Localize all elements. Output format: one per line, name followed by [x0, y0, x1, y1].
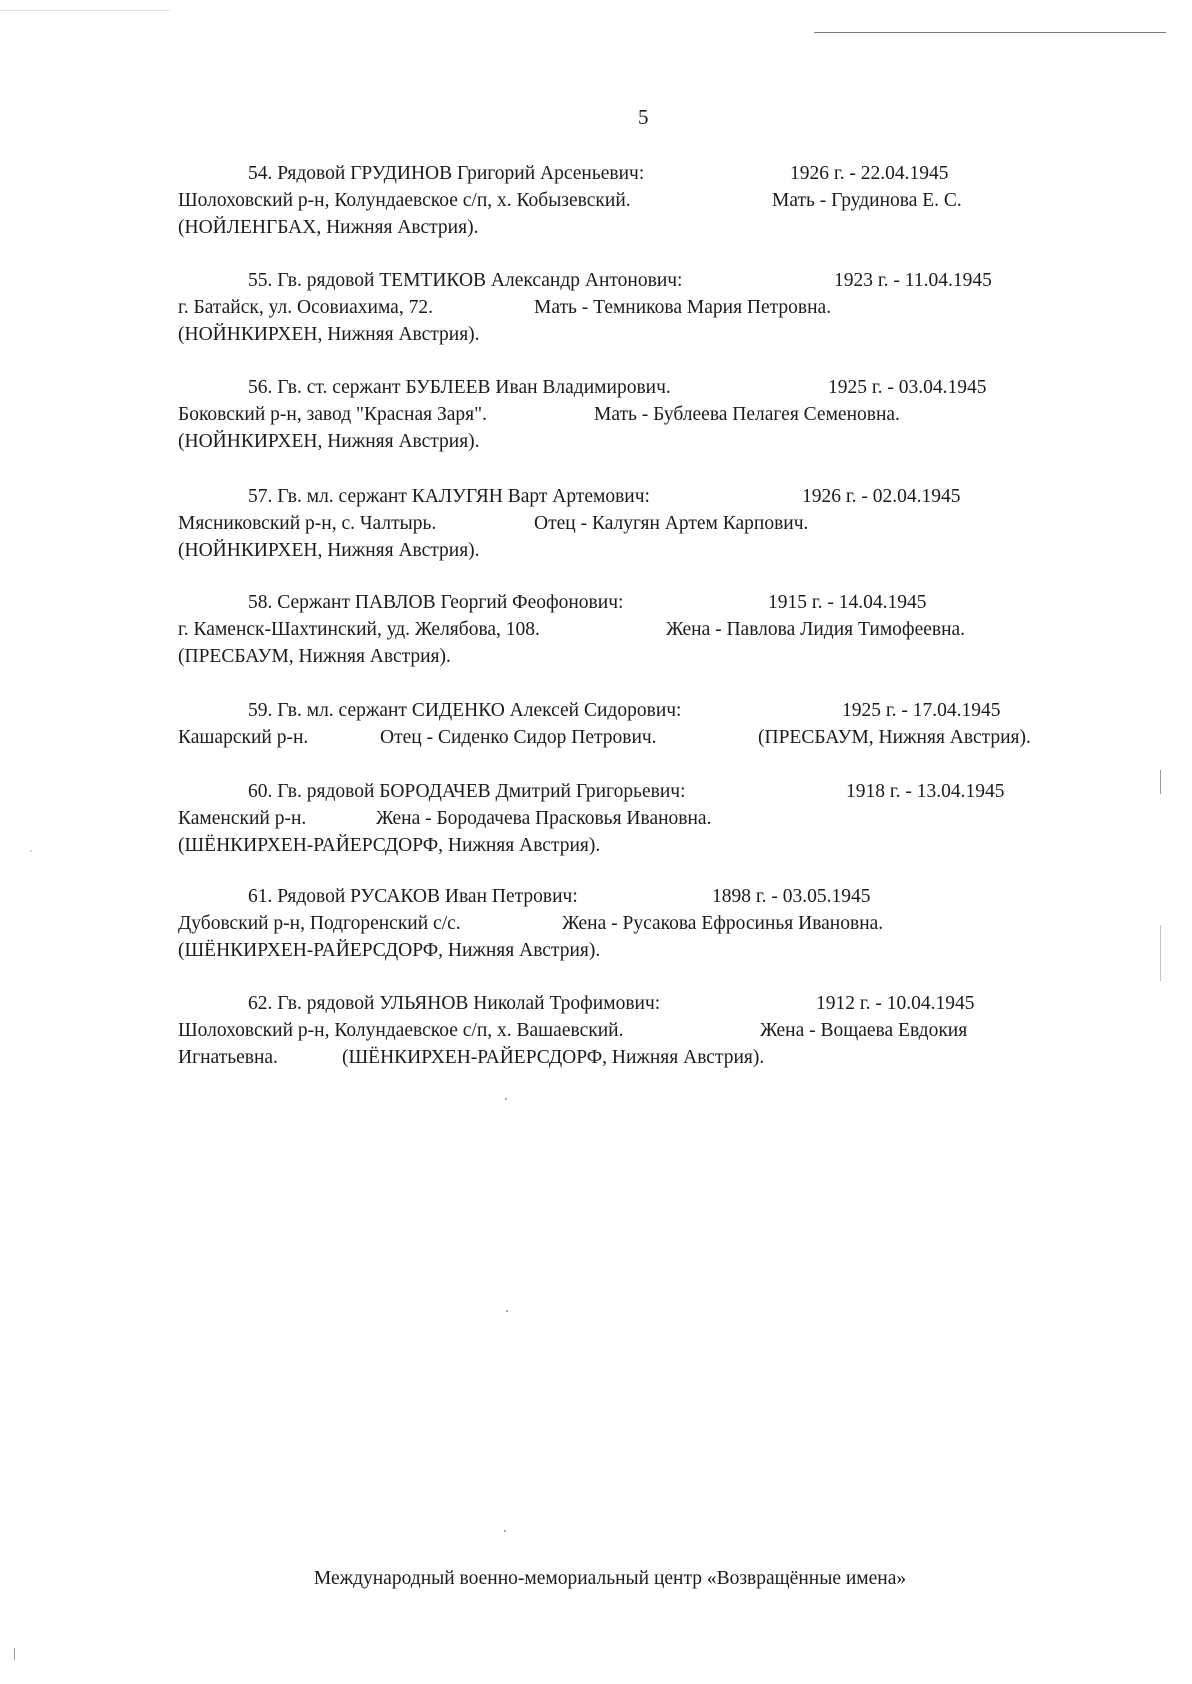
entry-relative: Мать - Темникова Мария Петровна. — [534, 297, 832, 318]
entry-heading: 60. Гв. рядовой БОРОДАЧЕВ Дмитрий Григорьевич: — [248, 781, 686, 802]
entry-relative: Отец - Калугян Артем Карпович. — [534, 513, 809, 534]
entry-dates: 1926 г. - 22.04.1945 — [790, 163, 949, 184]
entry-dates: 1898 г. - 03.05.1945 — [712, 886, 871, 907]
entry-birthplace: Шолоховский р-н, Колундаевское с/п, х. Кобызевский. — [178, 190, 631, 211]
entry-heading: 54. Рядовой ГРУДИНОВ Григорий Арсеньевич: — [248, 163, 645, 184]
entry-birthplace: Каменский р-н. — [178, 808, 307, 829]
entry-heading: 57. Гв. мл. сержант КАЛУГЯН Варт Артемович: — [248, 486, 650, 507]
entry-dates: 1925 г. - 03.04.1945 — [828, 377, 987, 398]
entry-birthplace: г. Каменск-Шахтинский, уд. Желябова, 108. — [178, 619, 540, 640]
entry-dates: 1925 г. - 17.04.1945 — [842, 700, 1001, 721]
entry-heading: 59. Гв. мл. сержант СИДЕНКО Алексей Сидорович: — [248, 700, 682, 721]
entry-relative: Мать - Бублеева Пелагея Семеновна. — [594, 404, 900, 425]
entry-birthplace: Дубовский р-н, Подгоренский с/с. — [178, 913, 461, 934]
list-entry — [178, 883, 1098, 964]
entry-burial-place: (НОЙНКИРХЕН, Нижняя Австрия). — [178, 431, 480, 452]
footer-organization: Международный военно-мемориальный центр «Возвращённые имена» — [313, 1568, 907, 1589]
entry-burial-place: (ШЁНКИРХЕН-РАЙЕРСДОРФ, Нижняя Австрия). — [178, 835, 601, 856]
entry-dates: 1918 г. - 13.04.1945 — [846, 781, 1005, 802]
entry-relative-continued: Игнатьевна. — [178, 1047, 278, 1068]
scan-artifact-top-left — [0, 10, 170, 11]
entry-birthplace: Кашарский р-н. — [178, 727, 309, 748]
scan-speck — [30, 850, 32, 852]
scan-artifact-left-edge — [14, 1648, 15, 1660]
entry-relative: Жена - Русакова Ефросинья Ивановна. — [562, 913, 884, 934]
entry-burial-place: (ПРЕСБАУМ, Нижняя Австрия). — [178, 646, 451, 667]
list-entry — [178, 160, 1098, 241]
entry-burial-place: (НОЙНКИРХЕН, Нижняя Австрия). — [178, 324, 480, 345]
entry-burial-place: (НОЙЛЕНГБАХ, Нижняя Австрия). — [178, 217, 479, 238]
list-entry — [178, 778, 1098, 859]
scan-artifact-right-edge — [1160, 925, 1161, 981]
list-entry — [178, 374, 1098, 455]
entry-burial-place: (ШЁНКИРХЕН-РАЙЕРСДОРФ, Нижняя Австрия). — [178, 940, 601, 961]
scan-artifact-top-line — [814, 32, 1166, 33]
entry-heading: 56. Гв. ст. сержант БУБЛЕЕВ Иван Владимирович. — [248, 377, 671, 398]
entry-heading: 58. Сержант ПАВЛОВ Георгий Феофонович: — [248, 592, 624, 613]
entry-heading: 62. Гв. рядовой УЛЬЯНОВ Николай Трофимович: — [248, 993, 661, 1014]
entry-relative: Мать - Грудинова Е. С. — [772, 190, 962, 211]
entry-relative: Отец - Сиденко Сидор Петрович. — [380, 727, 657, 748]
scan-speck — [506, 1310, 508, 1312]
entry-birthplace: Шолоховский р-н, Колундаевское с/п, х. Вашаевский. — [178, 1020, 624, 1041]
scan-speck — [505, 1098, 507, 1100]
scan-artifact-right-edge — [1160, 770, 1161, 794]
scan-speck — [504, 1530, 506, 1532]
entry-heading: 61. Рядовой РУСАКОВ Иван Петрович: — [248, 886, 578, 907]
list-entry — [178, 483, 1098, 564]
list-entry — [178, 697, 1098, 751]
entry-dates: 1915 г. - 14.04.1945 — [768, 592, 927, 613]
entry-burial-place: (НОЙНКИРХЕН, Нижняя Австрия). — [178, 540, 480, 561]
list-entry — [178, 267, 1098, 348]
page-number: 5 — [638, 105, 649, 129]
list-entry — [178, 990, 1098, 1071]
entry-burial-place: (ШЁНКИРХЕН-РАЙЕРСДОРФ, Нижняя Австрия). — [342, 1047, 765, 1068]
entry-dates: 1926 г. - 02.04.1945 — [802, 486, 961, 507]
list-entry — [178, 589, 1098, 670]
entry-relative: Жена - Вощаева Евдокия — [760, 1020, 968, 1041]
entry-dates: 1923 г. - 11.04.1945 — [834, 270, 992, 291]
entry-birthplace: Боковский р-н, завод "Красная Заря". — [178, 404, 487, 425]
entry-burial-place: (ПРЕСБАУМ, Нижняя Австрия). — [758, 727, 1031, 748]
entry-dates: 1912 г. - 10.04.1945 — [816, 993, 975, 1014]
entry-birthplace: г. Батайск, ул. Осовиахима, 72. — [178, 297, 433, 318]
entry-birthplace: Мясниковский р-н, с. Чалтырь. — [178, 513, 437, 534]
entry-heading: 55. Гв. рядовой ТЕМТИКОВ Александр Антонович: — [248, 270, 683, 291]
entry-relative: Жена - Павлова Лидия Тимофеевна. — [666, 619, 966, 640]
entry-relative: Жена - Бородачева Прасковья Ивановна. — [376, 808, 712, 829]
